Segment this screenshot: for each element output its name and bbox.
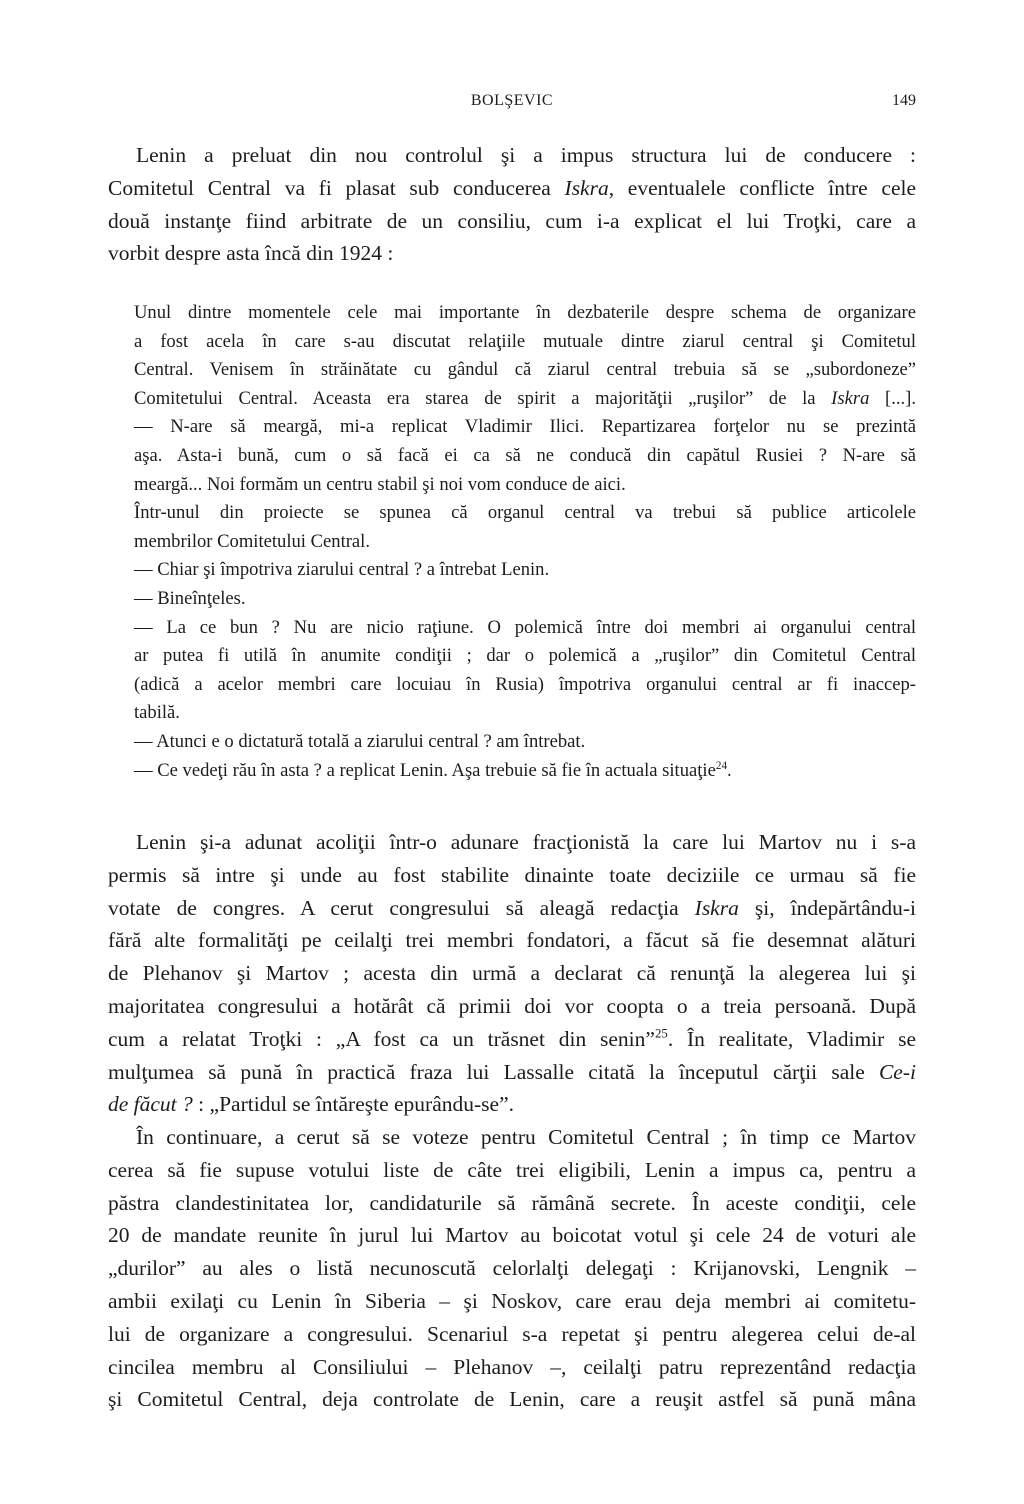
text-line: fără alte formalităţi pe ceilalţi trei membri fondatori, a făcut să fie desemnat alături	[108, 928, 916, 953]
text-line: lui de organizare a congresului. Scenariul s-a repetat şi pentru alegerea celui de-al	[108, 1321, 916, 1346]
text-line: vorbit despre asta încă din 1924 :	[108, 241, 394, 266]
text-line: ar putea fi utilă în anumite condiţii ; dar o polemică a „ruşilor” din Comitetul Central	[134, 645, 916, 667]
italic-title: Ce-i	[878, 1059, 916, 1084]
text-line: cum a relatat Troţki : „A fost ca un trăsnet din senin”$^{25}$. În realitate, Vladimir se	[108, 1026, 917, 1051]
text-line: Comitetului Central. Aceasta era starea de spirit a majorităţii „ruşilor” de la Iskra [...].	[134, 387, 916, 409]
text-line: — Chiar şi împotriva ziarului central ? a întrebat Lenin.	[134, 559, 550, 581]
text-line: (adică a acelor membri care locuiau în Rusia) împotriva organului central ar fi inaccep-	[134, 673, 916, 695]
text-line: — N-are să meargă, mi-a replicat Vladimir Ilici. Repartizarea forţelor nu se prezintă	[134, 416, 916, 438]
text-line: — Ce vedeţi rău în asta ? a replicat Lenin. Aşa trebuie să fie în actuala situaţie$^{24}$.	[134, 759, 732, 781]
text-line: În continuare, a cerut să se voteze pentru Comitetul Central ; în timp ce Martov	[136, 1125, 916, 1149]
italic-title: de făcut ?	[108, 1092, 193, 1117]
text-line: Lenin a preluat din nou controlul şi a impus structura lui de conducere :	[136, 143, 916, 167]
italic-title: Iskra	[694, 895, 739, 920]
text-line: tabilă.	[134, 702, 180, 724]
italic-title: Iskra	[831, 387, 870, 409]
text-line: — Atunci e o dictatură totală a ziarului central ? am întrebat.	[134, 730, 586, 752]
text-line: de Plehanov şi Martov ; acesta din urmă a declarat că renunţă la alegerea lui şi	[108, 961, 916, 986]
text-line: meargă... Noi formăm un centru stabil şi noi vom conduce de aici.	[134, 473, 626, 495]
paragraph-2	[108, 826, 916, 1121]
page-number: 149	[892, 92, 916, 109]
paragraph-3	[108, 1121, 916, 1416]
block-quote	[134, 299, 916, 785]
text-line: păstra clandestinitatea lor, candidaturile să rămână secrete. În aceste condiţii, cele	[108, 1190, 916, 1215]
text-line: — La ce bun ? Nu are nicio raţiune. O polemică între doi membri ai organului central	[134, 616, 916, 638]
text-line: cincilea membru al Consiliului – Plehanov –, ceilalţi patru reprezentând redacţia	[108, 1354, 916, 1379]
footnote-ref[interactable]: 25	[654, 1026, 668, 1041]
footnote-ref[interactable]: 24	[715, 759, 728, 772]
text-line: membrilor Comitetului Central.	[134, 530, 370, 552]
text-line: majoritatea congresului a hotărât că primii doi vor coopta o a treia persoană. După	[108, 993, 916, 1018]
text-line: două instanţe fiind arbitrate de un consiliu, cum i-a explicat el lui Troţki, care a	[108, 208, 916, 233]
text-line: Central. Venisem în străinătate cu gândul că ziarul central trebuia să se „subordoneze”	[134, 359, 916, 381]
text-line: aşa. Asta-i bună, cum o să facă ei ca să ne conducă din capătul Rusiei ? N-are să	[134, 444, 916, 466]
italic-title: Iskra	[564, 175, 609, 200]
text-line: mulţumea să pună în practică fraza lui Lassalle citată la începutul cărţii sale Ce-i	[108, 1059, 916, 1084]
text-line: 20 de mandate reunite în jurul lui Martov au boicotat votul şi cele 24 de voturi ale	[108, 1223, 916, 1248]
text-line: ambii exilaţi cu Lenin în Siberia – şi Noskov, care erau deja membri ai comitetu-	[108, 1288, 916, 1313]
text-line: Unul dintre momentele cele mai importante în dezbaterile despre schema de organizare	[134, 302, 916, 323]
running-title: BOLŞEVIC	[470, 92, 554, 109]
text-line: de făcut ? : „Partidul se întăreşte epurându-se”.	[108, 1092, 514, 1117]
text-line: „durilor” au ales o listă necunoscută celorlalţi delegaţi : Krijanovski, Lengnik –	[108, 1256, 916, 1281]
text-line: — Bineînţeles.	[134, 587, 246, 609]
text-line: şi Comitetul Central, deja controlate de Lenin, care a reuşit astfel să pună mâna	[108, 1387, 916, 1412]
text-line: Într-unul din proiecte se spunea că organul central va trebui să publice articolele	[134, 502, 916, 524]
text-line: permis să intre şi unde au fost stabilite dinainte toate deciziile ce urmau să fie	[108, 862, 916, 887]
text-line: a fost acela în care s-au discutat relaţiile mutuale dintre ziarul central şi Comitetul	[134, 330, 916, 352]
paragraph-1	[108, 139, 916, 270]
text-line: Lenin şi-a adunat acoliţii într-o adunare fracţionistă la care lui Martov nu i s-a	[136, 830, 916, 854]
text-line: cerea să fie supuse votului liste de câte trei eligibili, Lenin a impus ca, pentru a	[108, 1157, 916, 1182]
text-line: votate de congres. A cerut congresului să aleagă redacţia Iskra şi, îndepărtându-i	[108, 895, 916, 920]
running-head	[108, 92, 916, 114]
text-line: Comitetul Central va fi plasat sub conducerea Iskra, eventualele conflicte între cele	[108, 175, 916, 200]
